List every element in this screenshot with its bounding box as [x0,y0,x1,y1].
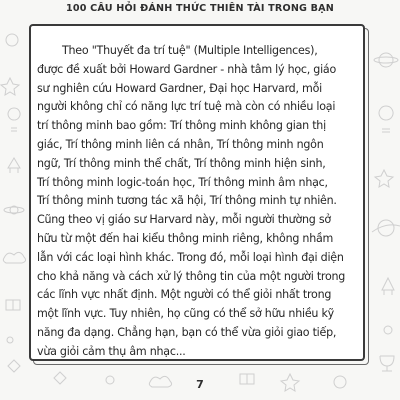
body-line: một lĩnh vực. Tuy nhiên, họ cũng có thể sở hữu nhiều kỹ [37,307,334,321]
body-line: Cũng theo vị giáo sư Harvard này, mỗi người thường sở [37,213,331,227]
rocket-doodle-icon [8,158,20,173]
body-line: các lĩnh vực nhất định. Một người có thể giỏi nhất trong [37,288,332,302]
body-line: trí thông minh bao gồm: Trí thông minh không gian thị [37,119,326,133]
book-running-header: 100 CÂU HỎI ĐÁNH THỨC THIÊN TÀI TRONG BẠN [65,3,335,14]
planet-doodle-icon [6,34,18,46]
body-line: lẫn với các loại hình khác. Trong đó, mỗi loại hình đại diện [37,250,344,264]
planet-doodle-icon [372,220,400,236]
star-doodle-icon [1,78,19,95]
lightbulb-doodle-icon [379,106,393,132]
star-doodle-icon [375,170,393,187]
body-line: Trí thông minh logic-toán học, Trí thông minh âm nhạc, [37,175,328,189]
cloud-doodle-icon [3,252,25,263]
dot-doodle-icon [7,337,13,343]
body-line: hữu từ một đến hai kiểu thông minh riêng, không nhầm [37,231,334,245]
book-doodle-icon [6,300,20,310]
body-line: Theo "Thuyết đa trí tuệ" (Multiple Intelligences), [62,44,318,57]
body-line: Trí thông minh tương tác xã hội, Trí thông minh tự nhiên. [37,194,337,208]
diamond-doodle-icon [8,360,20,372]
body-line: được đề xuất bởi Howard Gardner - nhà tâm lý học, giáo [37,62,337,76]
body-line: năng đa dạng. Chẳng hạn, bạn có thể vừa giỏi giao tiếp, [37,325,337,339]
body-line: giác, Trí thông minh liên cá nhân, Trí thông minh ngôn [37,137,324,151]
dot-doodle-icon [384,326,392,334]
body-line: sư nghiên cứu Howard Gardner, Đại học Harvard, mỗi [37,81,322,95]
body-line: người không chỉ có năng lực trí tuệ mà còn có nhiều loại [37,100,336,114]
rocket-doodle-icon [382,278,394,295]
page-number: 7 [196,378,204,391]
planet-doodle-icon [379,53,393,67]
trophy-doodle-icon [380,356,394,371]
body-paragraph [37,42,365,362]
lightbulb-doodle-icon [8,108,20,131]
body-line: cho khả năng và cách xử lý thông tin của một người trong [37,269,346,283]
body-line: ngữ, Trí thông minh thể chất, Trí thông minh hiện sinh, [37,156,326,170]
body-line: vừa giỏi cảm thụ âm nhạc... [37,344,186,358]
